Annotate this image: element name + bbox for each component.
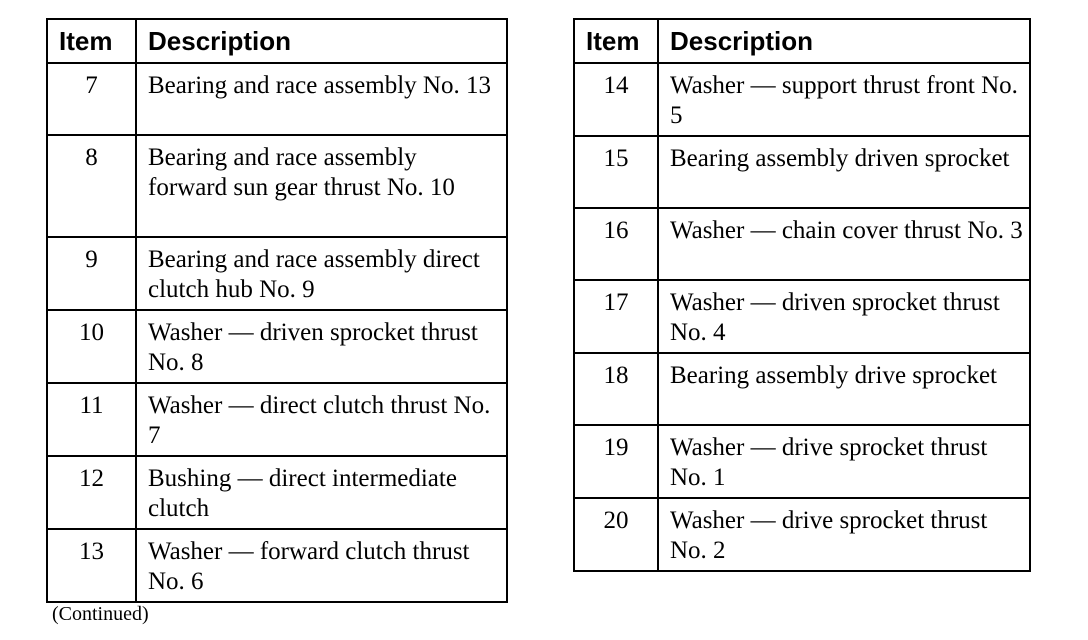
table-row [574,208,1030,280]
item-description: Washer — driven sprocket thrust No. 4 [658,280,1030,353]
item-number: 8 [47,135,136,237]
parts-table-left [46,18,508,603]
table-header-row [47,19,507,63]
description-column-header: Description [658,19,1030,63]
item-number: 17 [574,280,658,353]
item-number: 11 [47,383,136,456]
parts-table-right [573,18,1031,572]
item-number: 7 [47,63,136,135]
table-row [574,136,1030,208]
table-header-row [574,19,1030,63]
table-row [47,135,507,237]
item-description: Bearing and race assembly No. 13 [136,63,507,135]
table-row [574,280,1030,353]
item-number: 19 [574,425,658,498]
item-description: Bushing — direct intermediate clutch [136,456,507,529]
item-number: 20 [574,498,658,571]
item-number: 18 [574,353,658,425]
item-description: Washer — drive sprocket thrust No. 1 [658,425,1030,498]
table-row [574,353,1030,425]
description-column-header: Description [136,19,507,63]
table-row [574,425,1030,498]
item-number: 12 [47,456,136,529]
table-row [574,63,1030,136]
item-column-header: Item [47,19,136,63]
item-column-header: Item [574,19,658,63]
item-number: 13 [47,529,136,602]
item-number: 14 [574,63,658,136]
item-description: Washer — chain cover thrust No. 3 [658,208,1030,280]
item-number: 16 [574,208,658,280]
item-number: 10 [47,310,136,383]
item-description: Washer — support thrust front No. 5 [658,63,1030,136]
item-description: Bearing assembly driven sprocket [658,136,1030,208]
item-description: Washer — direct clutch thrust No. 7 [136,383,507,456]
table-row [47,310,507,383]
item-number: 9 [47,237,136,310]
item-description: Bearing and race assembly direct clutch hub No. 9 [136,237,507,310]
table-row [47,383,507,456]
table-row [47,63,507,135]
item-description: Washer — drive sprocket thrust No. 2 [658,498,1030,571]
item-description: Bearing assembly drive sprocket [658,353,1030,425]
table-row [574,498,1030,571]
table-row [47,237,507,310]
table-row [47,456,507,529]
item-number: 15 [574,136,658,208]
item-description: Washer — driven sprocket thrust No. 8 [136,310,507,383]
item-description: Washer — forward clutch thrust No. 6 [136,529,507,602]
table-row [47,529,507,602]
continued-note: (Continued) [52,603,149,625]
item-description: Bearing and race assembly forward sun gear thrust No. 10 [136,135,507,237]
